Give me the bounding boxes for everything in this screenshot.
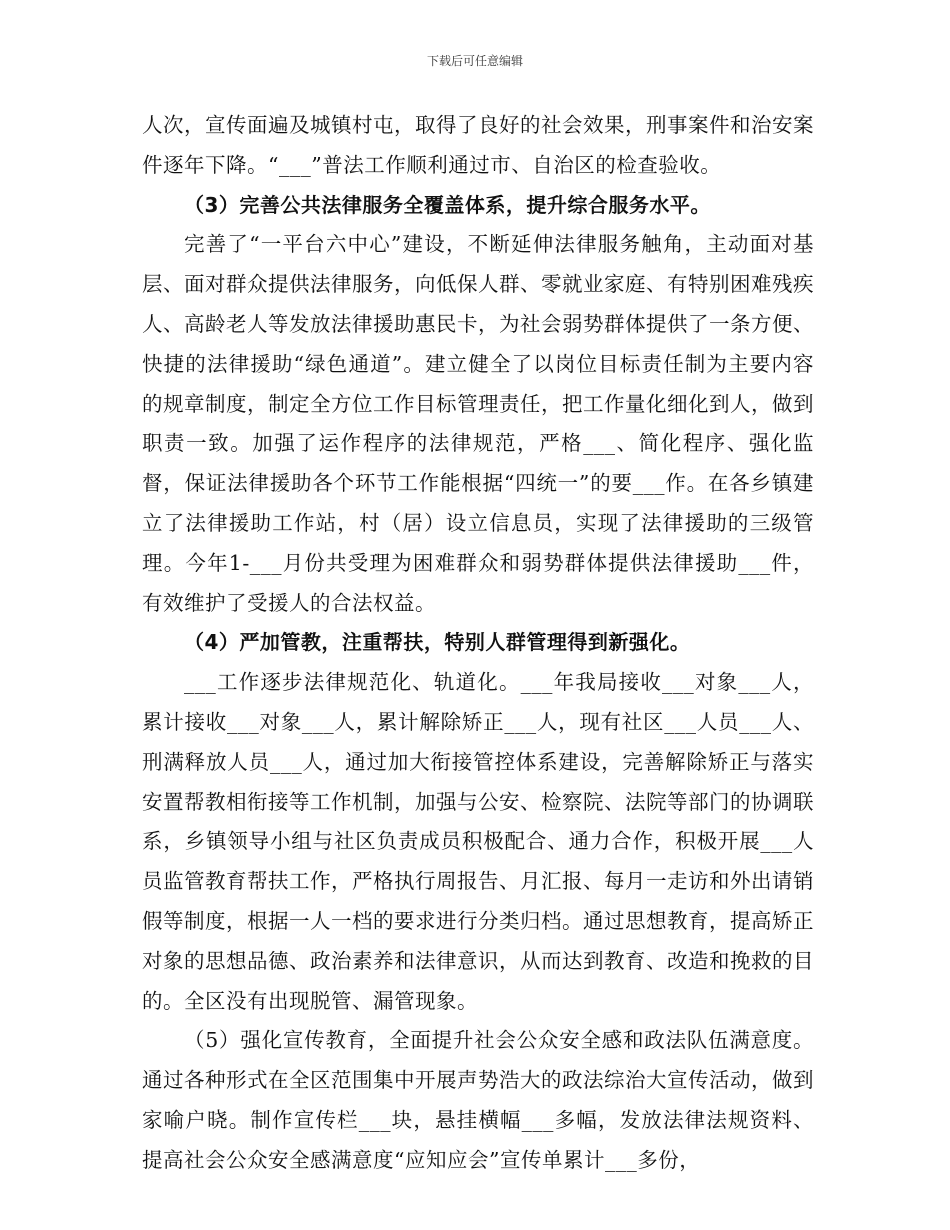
paragraph-correction-management: ___工作逐步法律规范化、轨道化。___年我局接收___对象___人，累计接收___对象___人，累计解除矫正___人，现有社区___人员___人、刑满释放人员___人，通过加大衔接管控体系建设，完善解除矫正与落实安置帮教相衔接等工作机制，加强与公安、检察院、法院等部门的协调联系，乡镇领导小组与社区负责成员积极配合、通力合作，积极开展___人员监管教育帮扶工作，严格执行周报告、月汇报、每月一走访和外出请销假等制度，根据一人一档的要求进行分类归档。通过思想教育，提高矫正对象的思想品德、政治素养和法律意识，从而达到教育、改造和挽救的目的。全区没有出现脱管、漏管现象。: [142, 670, 814, 1013]
section-heading-4: （4）严加管教，注重帮扶，特别人群管理得到新强化。: [184, 630, 691, 655]
paragraph-publicity-education: （5）强化宣传教育，全面提升社会公众安全感和政法队伍满意度。通过各种形式在全区范围集中开展声势浩大的政法综治大宣传活动，做到家喻户晓。制作宣传栏___块，悬挂横幅___多幅，发放法律法规资料、提高社会公众安全感满意度“应知应会”宣传单累计___多份，: [142, 1028, 814, 1172]
paragraph-legal-services: 完善了“一平台六中心”建设，不断延伸法律服务触角，主动面对基层、面对群众提供法律服务，向低保人群、零就业家庭、有特别困难残疾人、高龄老人等发放法律援助惠民卡，为社会弱势群体提供了一条方便、快捷的法律援助“绿色通道”。建立健全了以岗位目标责任制为主要内容的规章制度，制定全方位工作目标管理责任，把工作量化细化到人，做到职责一致。加强了运作程序的法律规范，严格___、简化程序、强化监督，保证法律援助各个环节工作能根据“四统一”的要___作。在各乡镇建立了法律援助工作站，村（居）设立信息员，实现了法律援助的三级管理。今年1-___月份共受理为困难群众和弱势群体提供法律援助___件，有效维护了受援人的合法权益。: [142, 232, 814, 615]
section-heading-3: （3）完善公共法律服务全覆盖体系，提升综合服务水平。: [184, 192, 711, 217]
page-header: 下载后可任意编辑: [426, 54, 523, 68]
paragraph-continuation: 人次，宣传面遍及城镇村屯，取得了良好的社会效果，刑事案件和治安案件逐年下降。“___”普法工作顺利通过市、自治区的检查验收。: [142, 113, 814, 177]
document-body: [142, 106, 814, 1181]
